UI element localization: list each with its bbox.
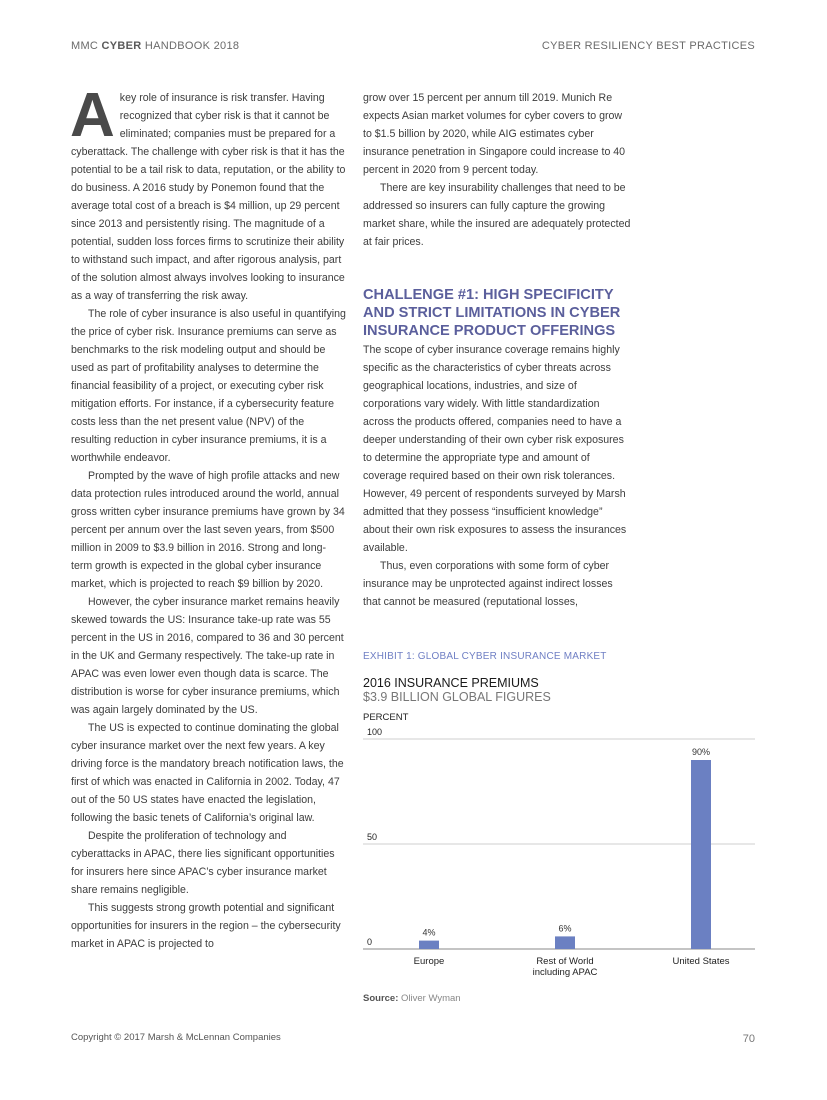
source-label: Source: xyxy=(363,993,399,1004)
paragraph: grow over 15 percent per annum till 2019. Munich Re expects Asian market volumes for cyber covers to grow to $1.5 billion by 2020, while AIG estimates cyber insurance penetration in Singapore could increase to 40 percent in 2020 from 9 percent today. xyxy=(363,92,626,176)
copyright-notice: Copyright © 2017 Marsh & McLennan Companies xyxy=(71,1032,281,1043)
bar xyxy=(555,936,575,949)
bar xyxy=(419,941,439,949)
y-tick-label: 100 xyxy=(367,727,383,737)
running-header-right: CYBER RESILIENCY BEST PRACTICES xyxy=(541,40,755,52)
paragraph: Thus, even corporations with some form of cyber insurance may be unprotected against indirect losses that cannot be measured (reputational losses, xyxy=(363,560,613,608)
drop-cap: A xyxy=(70,81,115,150)
section-body xyxy=(363,341,631,611)
exhibit-label: EXHIBIT 1: GLOBAL CYBER INSURANCE MARKET xyxy=(363,651,607,662)
left-column xyxy=(70,81,347,953)
bar xyxy=(691,760,711,949)
page-number: 70 xyxy=(742,1033,755,1045)
paragraph: The US is expected to continue dominating the global cyber insurance market over the next few years. A key driving force is the mandatory breach notification laws, the first of which was enacted in California in 2002. Today, 47 out of the 50 US states have enacted the legislation, following the basic tenets of California’s original law. xyxy=(71,722,344,824)
paragraph: There are key insurability challenges that need to be addressed so insurers can fully capture the growing market share, while the insured are adequately protected at fair prices. xyxy=(363,182,631,248)
paragraph: However, the cyber insurance market remains heavily skewed towards the US: Insurance take-up rate was 55 percent in the US in 2016, compared to 36 and 30 percent in the UK and Germany respectively. The take-up rate in APAC was even lower even though data is scarce. The distribution is worse for cyber insurance premiums, which was again largely dominated by the US. xyxy=(71,596,344,716)
paragraph: The scope of cyber insurance coverage remains highly specific as the characteristics of cyber threats across geographical locations, industries, and size of corporations vary widely. With little standardization across the products offered, companies need to have a deeper understanding of their own cyber risk exposures to determine the appropriate type and amount of coverage required based on their own risk tolerances. However, 49 percent of respondents surveyed by Marsh admitted that they possess “insufficient knowledge” about their own risk exposures to assess the insurances available. xyxy=(363,344,627,554)
paragraph-text: key role of insurance is risk transfer. Having recognized that cyber risk is that it cannot be eliminated; companies must be prepared for a cyberattack. The challenge with cyber risk is that it has the potential to be a tail risk to data, reputation, or the ability to do business. A 2016 study by Ponemon found that the average total cost of a breach is $4 million, up 29 percent since 2013 and persistently rising. The magnitude of a potential, sudden loss forces firms to scrutinize their ability to withstand such impact, and after rigorous analysis, part of the solution almost always involves looking to insurance as a way of transferring the risk away. xyxy=(71,92,346,302)
category-label: Rest of World xyxy=(536,956,594,967)
category-label: United States xyxy=(672,956,730,967)
paragraph: Prompted by the wave of high profile attacks and new data protection rules introduced around the world, annual gross written cyber insurance premiums have grown by 34 percent per annum over the last seven years, from $500 million in 2009 to $3.9 billion in 2016. Strong and long-term growth is expected in the global cyber insurance market, which is projected to reach $9 billion by 2020. xyxy=(71,470,345,590)
chart-subtitle: $3.9 BILLION GLOBAL FIGURES xyxy=(363,690,551,704)
right-column-top xyxy=(363,89,631,251)
data-label: 90% xyxy=(691,747,711,757)
y-tick-label: 0 xyxy=(367,937,373,947)
chart-title: 2016 INSURANCE PREMIUMS xyxy=(363,676,539,690)
y-axis-label: PERCENT xyxy=(363,712,409,723)
paragraph xyxy=(70,81,347,305)
header-suffix: HANDBOOK 2018 xyxy=(144,40,240,52)
section-heading: CHALLENGE #1: HIGH SPECIFICITY AND STRICT LIMITATIONS IN CYBER INSURANCE PRODUCT OFFERINGS xyxy=(363,287,621,339)
category-label: including APAC xyxy=(532,967,598,978)
header-prefix: MMC xyxy=(71,40,99,52)
y-tick-label: 50 xyxy=(367,832,378,842)
source-text: Oliver Wyman xyxy=(401,993,461,1004)
bar-chart xyxy=(363,725,757,987)
paragraph: This suggests strong growth potential and significant opportunities for insurers in the region – the cybersecurity market in APAC is projected to xyxy=(71,902,341,950)
data-label: 4% xyxy=(422,927,436,938)
header-bold-word: CYBER xyxy=(101,40,142,52)
data-label: 6% xyxy=(558,923,572,934)
category-label: Europe xyxy=(413,956,445,967)
paragraph: Despite the proliferation of technology and cyberattacks in APAC, there lies significant opportunities for insurers here since APAC’s cyber insurance market share remains negligible. xyxy=(71,830,335,896)
source-note xyxy=(363,993,461,1004)
running-header-left xyxy=(71,40,239,52)
paragraph: The role of cyber insurance is also useful in quantifying the price of cyber risk. Insurance premiums can serve as benchmarks to the risk modeling output and should be used as part of profitability analyses to determine the financial feasibility of a project, or executing cyber risk mitigation efforts. For instance, if a cybersecurity feature costs less than the net present value (NPV) of the resulting reduction in cyber insurance premiums, it is a worthwhile endeavor. xyxy=(71,308,346,464)
